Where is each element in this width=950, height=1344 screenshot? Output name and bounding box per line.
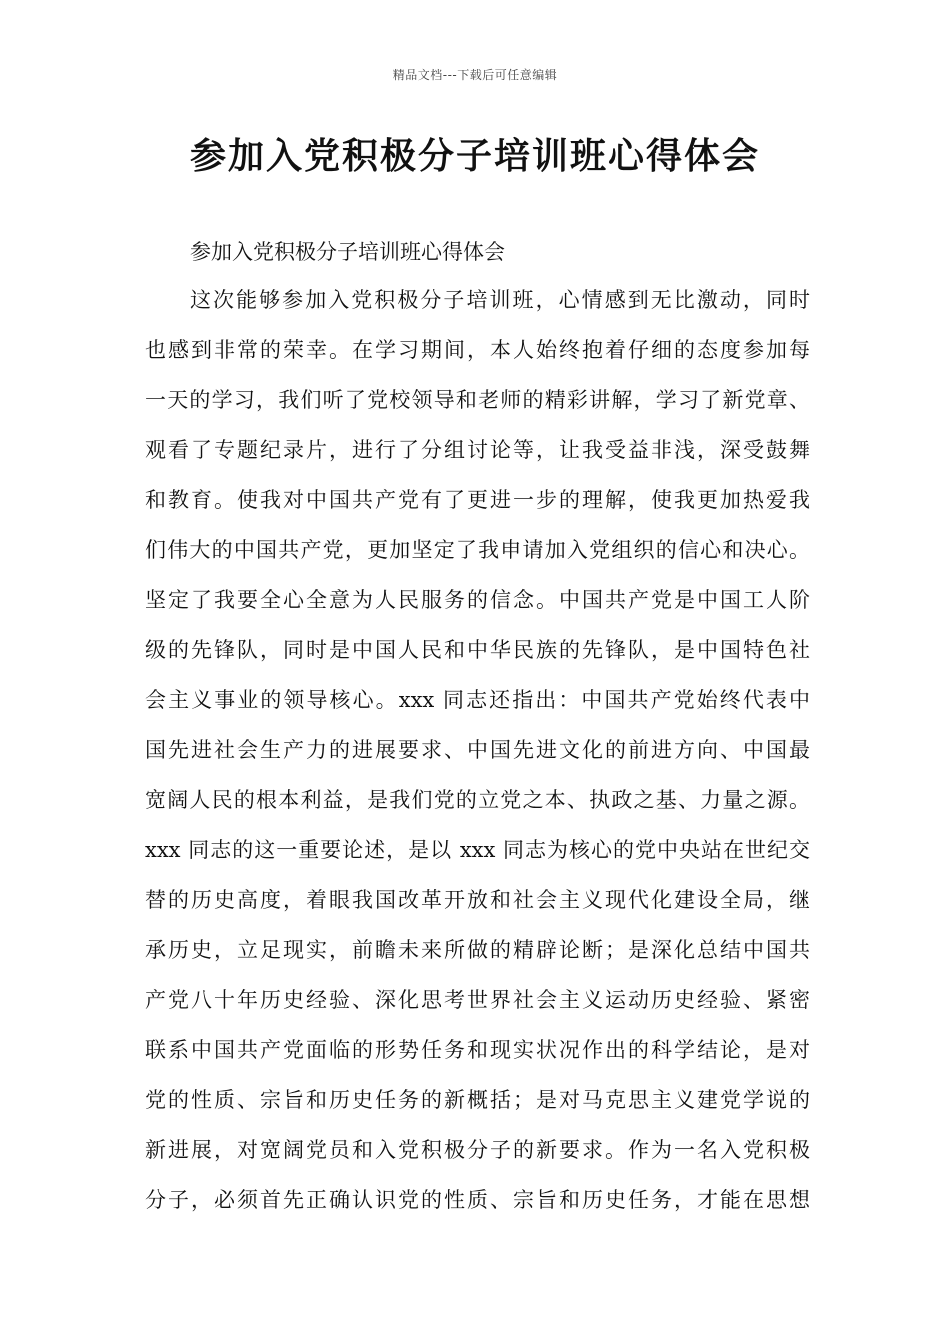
body-line: 一天的学习，我们听了党校领导和老师的精彩讲解，学习了新党章、 [145, 388, 810, 412]
page-header: 精品文档---下载后可任意编辑 [392, 68, 558, 82]
body-line: 联系中国共产党面临的形势任务和现实状况作出的科学结论，是对 [145, 1038, 810, 1062]
body-line: 这次能够参加入党积极分子培训班，心情感到无比激动，同时 [190, 288, 810, 312]
document-body [145, 285, 810, 1235]
body-line: 分子，必须首先正确认识党的性质、宗旨和历史任务，才能在思想 [145, 1188, 810, 1212]
body-line: 级的先锋队，同时是中国人民和中华民族的先锋队，是中国特色社 [145, 638, 810, 662]
body-line: 替的历史高度，着眼我国改革开放和社会主义现代化建设全局，继 [145, 888, 810, 912]
body-line: 会主义事业的领导核心。xxx 同志还指出：中国共产党始终代表中 [145, 688, 810, 712]
body-line: 产党八十年历史经验、深化思考世界社会主义运动历史经验、紧密 [145, 988, 810, 1012]
body-line: xxx 同志的这一重要论述，是以 xxx 同志为核心的党中央站在世纪交 [145, 838, 810, 862]
body-line: 和教育。使我对中国共产党有了更进一步的理解，使我更加热爱我 [145, 488, 810, 512]
body-line: 也感到非常的荣幸。在学习期间，本人始终抱着仔细的态度参加每 [145, 338, 810, 362]
document-subtitle: 参加入党积极分子培训班心得体会 [190, 240, 505, 264]
body-line: 党的性质、宗旨和历史任务的新概括；是对马克思主义建党学说的 [145, 1088, 810, 1112]
body-line: 国先进社会生产力的进展要求、中国先进文化的前进方向、中国最 [145, 738, 810, 762]
body-line: 坚定了我要全心全意为人民服务的信念。中国共产党是中国工人阶 [145, 588, 810, 612]
body-line: 新进展，对宽阔党员和入党积极分子的新要求。作为一名入党积极 [145, 1138, 810, 1162]
body-line: 承历史，立足现实，前瞻未来所做的精辟论断；是深化总结中国共 [145, 938, 810, 962]
body-line: 观看了专题纪录片，进行了分组讨论等，让我受益非浅，深受鼓舞 [145, 438, 810, 462]
body-line: 们伟大的中国共产党，更加坚定了我申请加入党组织的信心和决心。 [145, 538, 810, 562]
body-line: 宽阔人民的根本利益，是我们党的立党之本、执政之基、力量之源。 [145, 788, 810, 812]
document-title: 参加入党积极分子培训班心得体会 [189, 136, 760, 177]
